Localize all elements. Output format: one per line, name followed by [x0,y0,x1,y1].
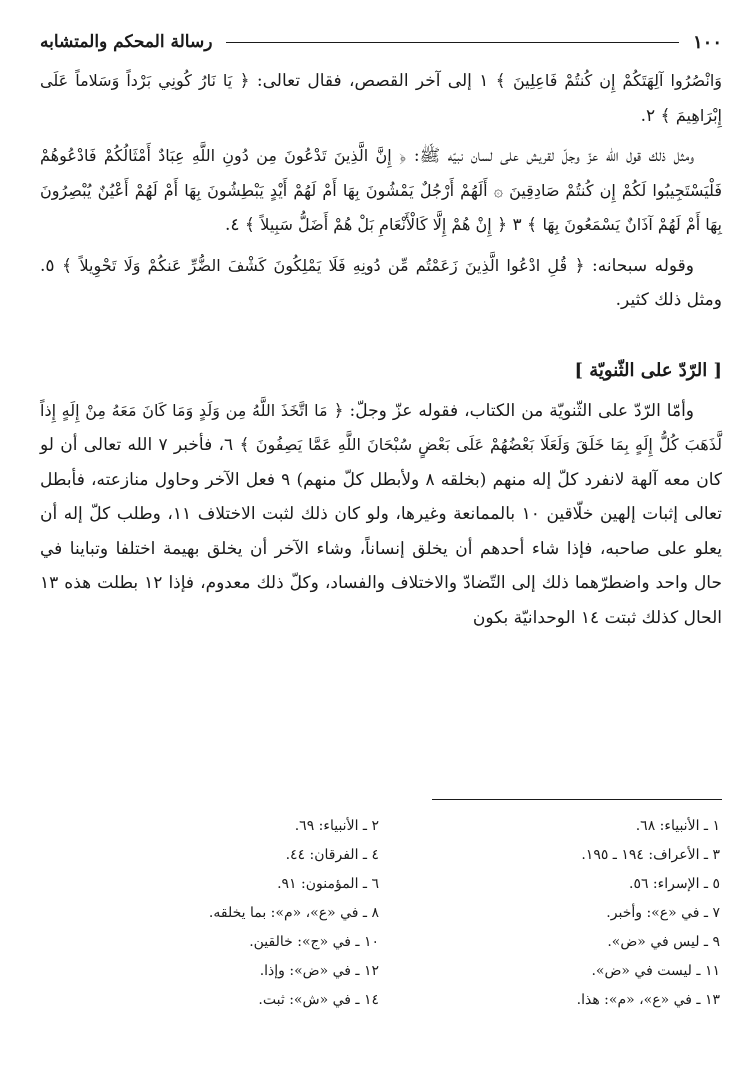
quran-verse: قُلِ ادْعُوا الَّذِينَ زَعَمْتُم مِّن دُونِهِ فَلَا يَمْلِكُونَ كَشْفَ الضُّرِّ عَنكُمْ وَلَا تَحْوِيلاً [79,255,568,275]
footnote: ٥ ـ الإسراء: ٥٦. [628,876,720,892]
footnotes [40,799,722,1013]
page-header [40,26,722,58]
paragraph [40,394,722,636]
footnote: ١٤ ـ في «ش»: ثبت. [258,992,379,1008]
paragraph [40,249,722,318]
paragraphs [40,64,722,318]
footnote: ٣ ـ الأعراف: ١٩٤ ـ ١٩٥. [581,847,720,863]
body-text-segment: ﴾ ٥. ومثل ذلك كثير. [40,255,722,310]
body-text-segment: وأمّا الرّدّ على الثّنويّة من الكتاب، فقوله عزّ وجلّ: ﴿ [327,400,694,421]
paragraph [40,64,722,133]
footnote: ٨ ـ في «ع»، «م»: بما يخلقه. [208,905,379,921]
body-text-segment: ﴾ ١ إلى آخر القصص، فقال تعالى: ﴿ [232,71,513,91]
body-text-segment: ﴾ ٤. [224,215,261,235]
footnote: ١ ـ الأنبياء: ٦٨. [635,818,720,834]
page-number: ١٠٠ [692,31,722,53]
running-title: رسالة المحكم والمتشابه [40,32,213,52]
body-text-segment: ومثل ذلك قول الله عزّ وجلّ لقريش على لسان نبيّه ﷺ: ﴿ [391,146,695,166]
header-rule [226,42,679,43]
body-text [40,64,722,635]
section-heading: [ الرّدّ على الثّنويّة ] [574,359,722,381]
footnote: ٩ ـ ليس في «ض». [607,934,720,950]
footnote: ٦ ـ المؤمنون: ٩١. [277,876,379,892]
quran-verse: مَا اتَّخَذَ اللَّهُ مِن وَلَدٍ وَمَا كَانَ مَعَهُ مِنْ إِلَهٍ إِذاً لَّذَهَبَ كُلُّ إِلَهٍ بِمَا خَلَقَ وَلَعَلَا بَعْضُهُمْ عَلَى بَعْضٍ سُبْحَانَ اللَّهِ عَمَّا يَصِفُونَ [40,400,722,454]
quran-verse: وَانْصُرُوا آلِهَتَكُمْ إِن كُنتُمْ فَاعِلِينَ [512,71,723,90]
footnote-list [40,814,722,1013]
footnote: ١٢ ـ في «ض»: وإذا. [259,963,379,979]
body-text-segment: ﴾ ٢. [640,105,676,126]
footnote: ١٠ ـ في «ج»: خالقين. [249,934,379,950]
quran-verse: يَا نَارُ كُونِي بَرْداً وَسَلاماً عَلَى إِبْرَاهِيمَ [40,71,722,125]
footnote: ٢ ـ الأنبياء: ٦٩. [294,818,379,834]
footnote-rule [432,799,722,800]
body-text-segment: وقوله سبحانه: ﴿ [567,255,695,276]
quran-verse: إِنْ هُمْ إِلَّا كَالْأَنْعَامِ بَلْ هُمْ أَضَلُّ سَبِيلاً [260,215,492,234]
quran-verse: إِنَّ الَّذِينَ تَدْعُونَ مِن دُونِ اللَّهِ عِبَادٌ أَمْثَالُكُمْ فَادْعُوهُمْ فَلْيَسْتَجِيبُوا لَكُمْ إِن كُنتُمْ صَادِقِينَ ۞ أَلَهُمْ أَرْجُلٌ يَمْشُونَ بِهَا أَمْ لَهُمْ أَيْدٍ يَبْطِشُونَ بِهَا أَمْ لَهُمْ أَعْيُنٌ يُبْصِرُونَ بِهَا أَمْ لَهُمْ آذَانٌ يَسْمَعُونَ بِهَا [40,146,722,234]
section-paragraphs [40,394,722,636]
body-text-segment: ﴾ ٣ ﴿ [491,215,543,235]
footnote: ٧ ـ في «ع»: وأخبر. [606,905,720,921]
paragraph [40,139,722,243]
footnote: ٤ ـ الفرقان: ٤٤. [285,847,379,863]
document-page [40,26,722,1056]
footnote: ١٣ ـ في «ع»، «م»: هذا. [576,992,720,1008]
body-text-segment: ﴾ ٦، فأخبر ٧ الله تعالى أن لو كان معه آلهة لانفرد كلّ إله منهم (بخلقه ٨ ولأبطل كلّ منهم) ٩ فعل الآخر وحاول منازعته، فأبطل تعالى إثبات إلهين خلّاقين ١٠ بالممانعة وغيرها، ولو كان ذلك لثبت الاختلاف ١١، وطلب كلّ إله أن يعلو على صاحبه، فإذا شاء أحدهم أن يخلق إنساناً، وشاء الآخر أن يخلق بهيمة اختلفا وتباينا في حال واحد واضطرّهما ذلك إلى التّضادّ والاختلاف والفساد، وكلّ ذلك معدوم، فإذا ١٢ بطلت هذه ١٣ الحال كذلك ثبتت ١٤ الوحدانيّة بكون [40,435,722,628]
footnote: ١١ ـ ليست في «ض». [591,963,720,979]
